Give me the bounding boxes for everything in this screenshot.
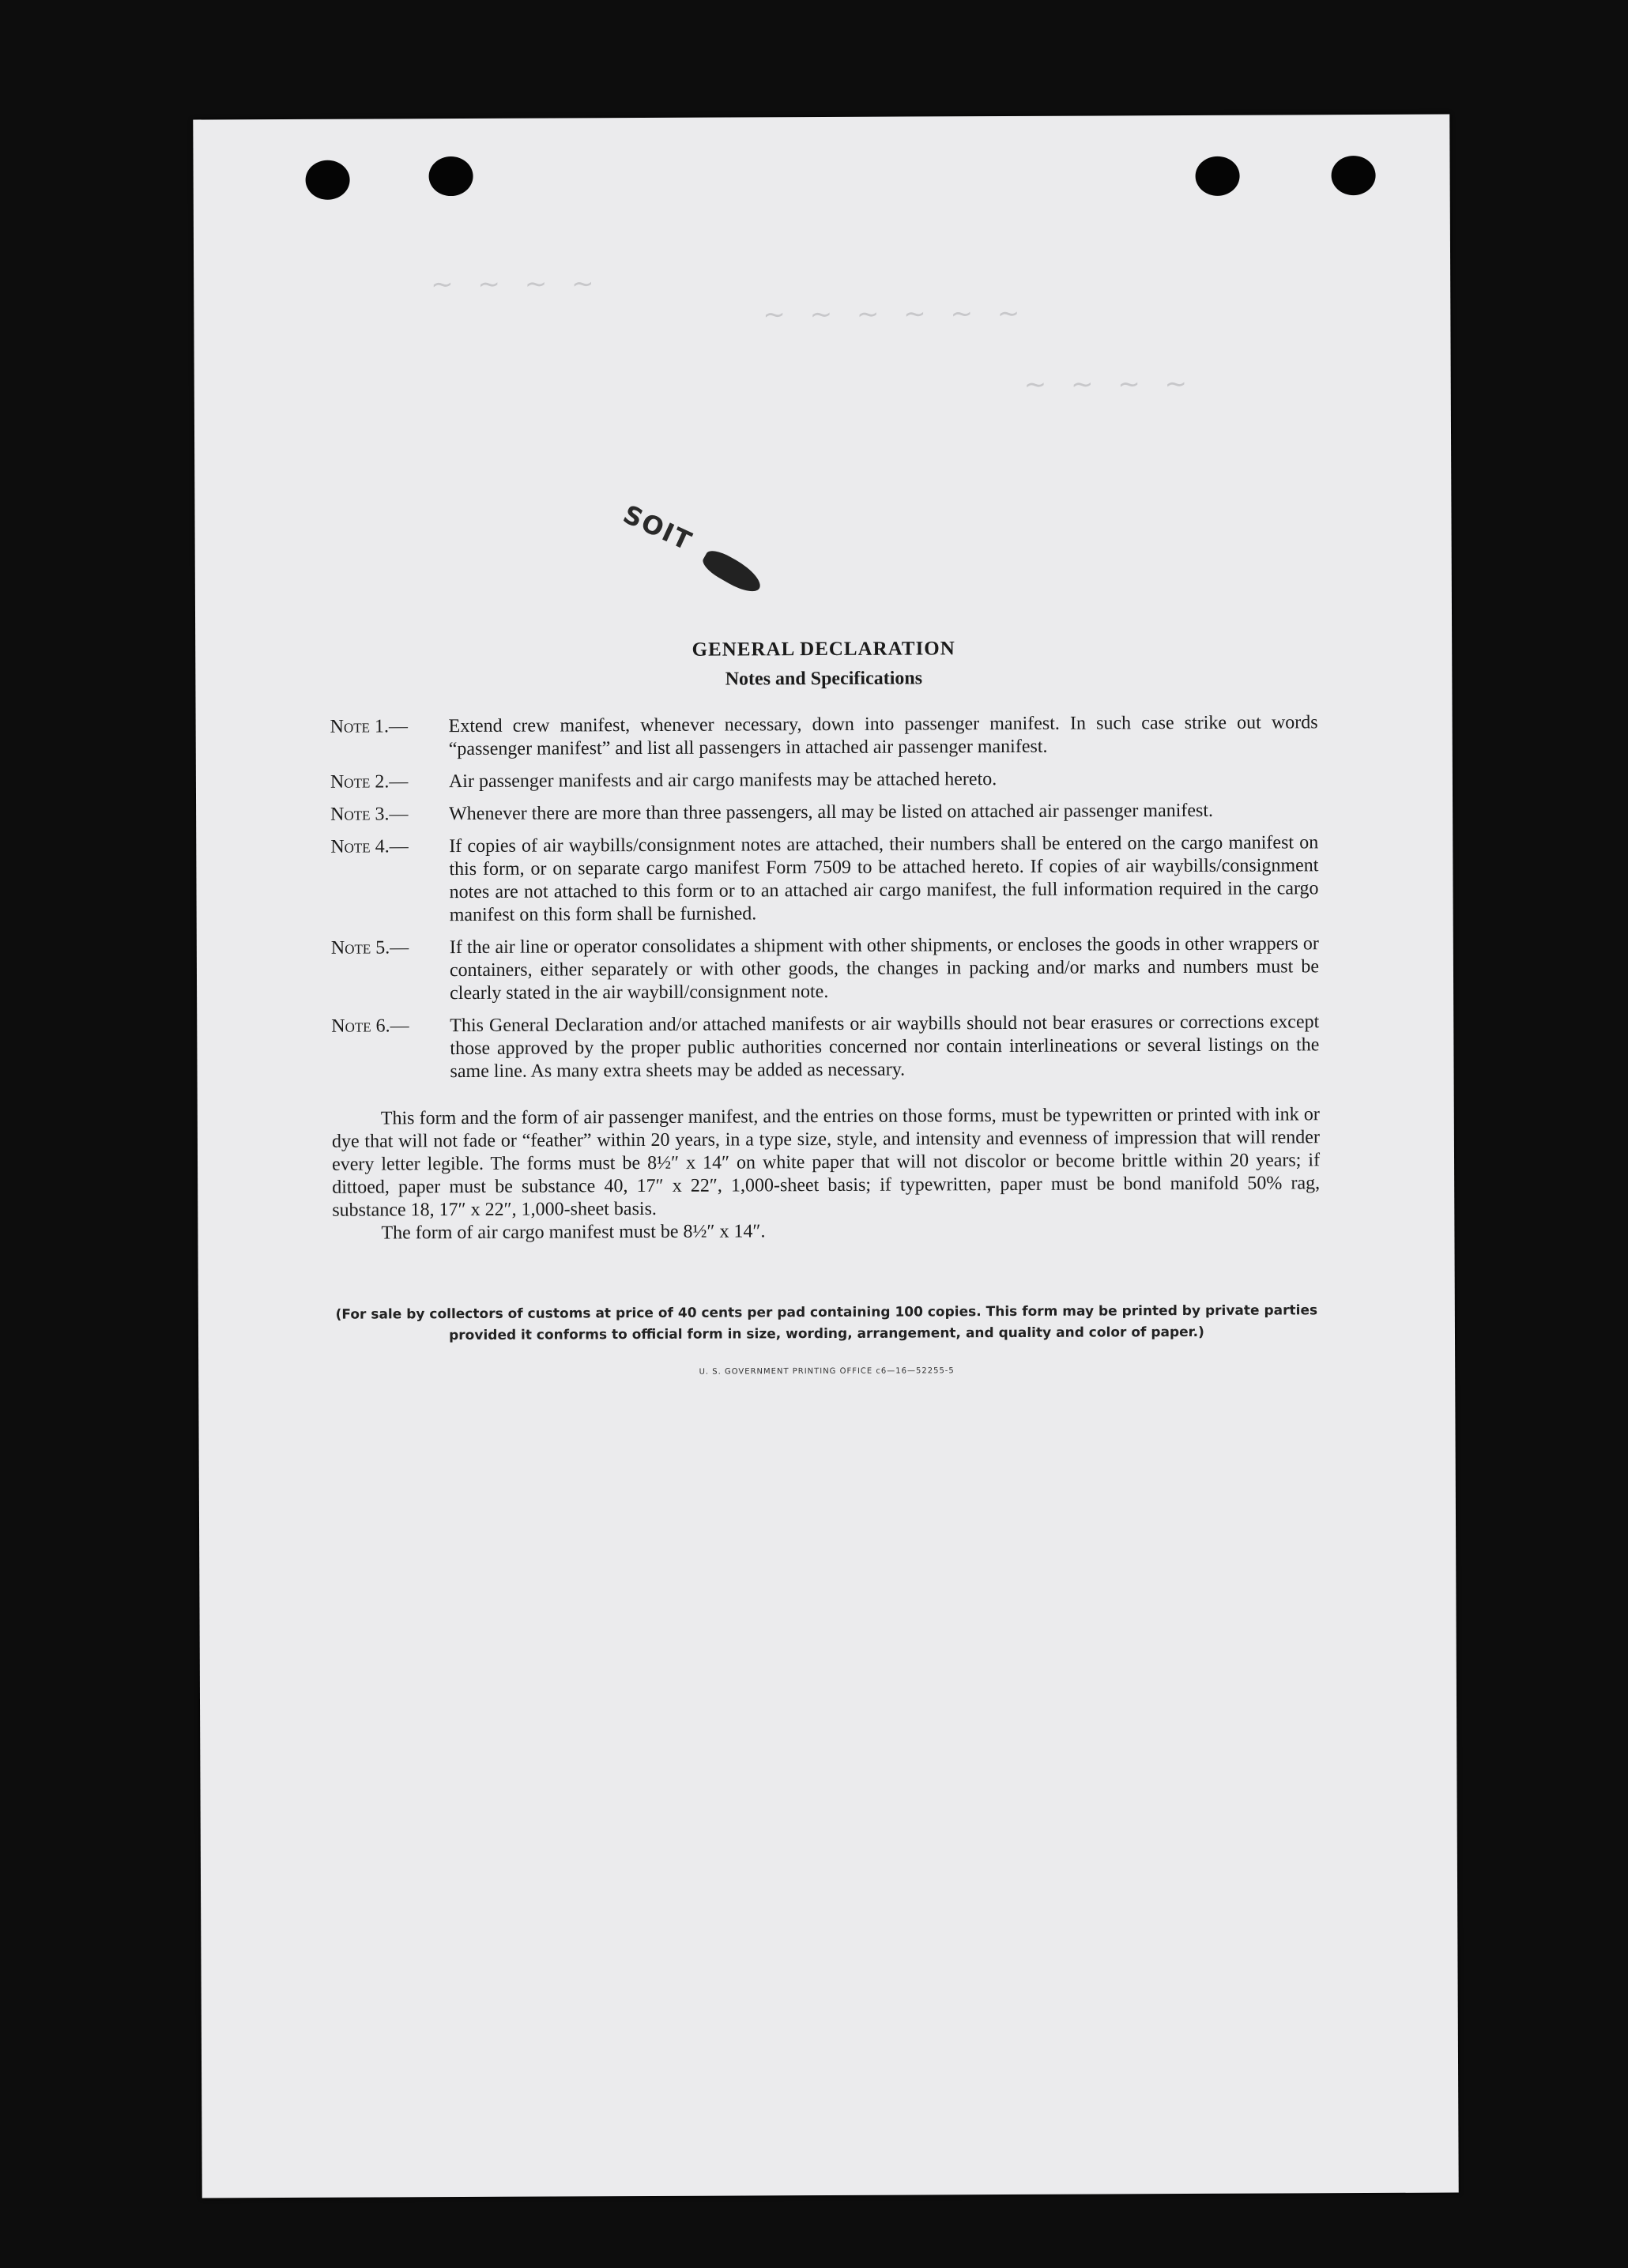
note-text: Whenever there are more than three passengers, all may be listed on attached air passenger manifest. xyxy=(449,800,1214,825)
note-label: Note 5.— xyxy=(330,937,409,959)
ink-blot xyxy=(699,546,766,598)
punch-hole xyxy=(305,160,349,200)
cargo-manifest-paragraph: The form of air cargo manifest must be 8½″ x 14″. xyxy=(381,1221,766,1244)
bleed-through-writing: ~ ~ ~ ~ ~ ~ xyxy=(763,297,1028,331)
specification-paragraph: This form and the form of air passenger manifest, and the entries on those forms, must be typewritten or printed with ink or dye that will not fade or “feather” within 20 years, in a type size, style, and intensity and evenness of impression that will render every letter legible. The forms must be 8½″ x 14″ on white paper that will not discolor or become brittle within 20 years; if dittoed, paper must be substance 40, 17″ x 22″, 1,000-sheet basis; if typewritten, paper must be bond manifold 50% rag, substance 18, 17″ x 22″, 1,000-sheet basis. xyxy=(331,1104,1321,1221)
note-item xyxy=(330,711,1318,761)
note-text: If the air line or operator consolidates a shipment with other shipments, or encloses the goods in other wrappers or containers, either separately or with other goods, the changes in packing and/or marks and numbers must be clearly stated in the air waybill/consignment note. xyxy=(449,933,1320,1004)
note-text: Air passenger manifests and air cargo manifests may be attached hereto. xyxy=(448,769,997,793)
page-subtitle: Notes and Specifications xyxy=(725,668,923,690)
punch-hole xyxy=(1331,156,1375,195)
page-title: GENERAL DECLARATION xyxy=(692,638,955,661)
note-label: Note 4.— xyxy=(330,836,409,857)
printer-imprint: U. S. GOVERNMENT PRINTING OFFICE c6—16—52255-5 xyxy=(699,1366,955,1377)
note-text: If copies of air waybills/consignment notes are attached, their numbers shall be entered on the cargo manifest on this form, or on separate cargo manifest Form 7509 to be attached hereto. If copies of air waybills/consignment notes are not attached to this form or to an attached air cargo manifest, the full information required in the cargo manifest on this form shall be furnished. xyxy=(449,832,1319,926)
ink-stamp: SOIT xyxy=(618,499,698,557)
punch-hole xyxy=(428,156,473,196)
document-page xyxy=(193,115,1458,2198)
note-label: Note 6.— xyxy=(331,1015,409,1037)
note-label: Note 1.— xyxy=(330,716,409,737)
note-item xyxy=(330,799,1318,826)
sale-notice: (For sale by collectors of customs at price of 40 cents per pad containing 100 copies. This form may be printed by private parties provided it conforms to official form in size, wording, arrangement, and quality and color of paper.) xyxy=(335,1302,1318,1344)
form-text xyxy=(330,636,1321,1377)
note-label: Note 2.— xyxy=(330,771,409,793)
note-text: Extend crew manifest, whenever necessary, down into passenger manifest. In such case strike out words “passenger manifest” and list all passengers in attached air passenger manifest. xyxy=(448,712,1318,760)
note-item xyxy=(330,831,1318,927)
bleed-through-writing: ~ ~ ~ ~ xyxy=(431,268,602,301)
note-label: Note 3.— xyxy=(330,804,409,825)
note-item xyxy=(331,1011,1319,1083)
bleed-through-writing: ~ ~ ~ ~ xyxy=(1023,367,1196,401)
note-text: This General Declaration and/or attached manifests or air waybills should not bear erasures or corrections except those approved by the proper public authorities concerned nor contain interlineations or several listings on the same line. As many extra sheets may be added as necessary. xyxy=(450,1012,1320,1083)
punch-hole xyxy=(1195,156,1239,196)
note-item xyxy=(330,767,1318,793)
note-item xyxy=(331,932,1319,1005)
